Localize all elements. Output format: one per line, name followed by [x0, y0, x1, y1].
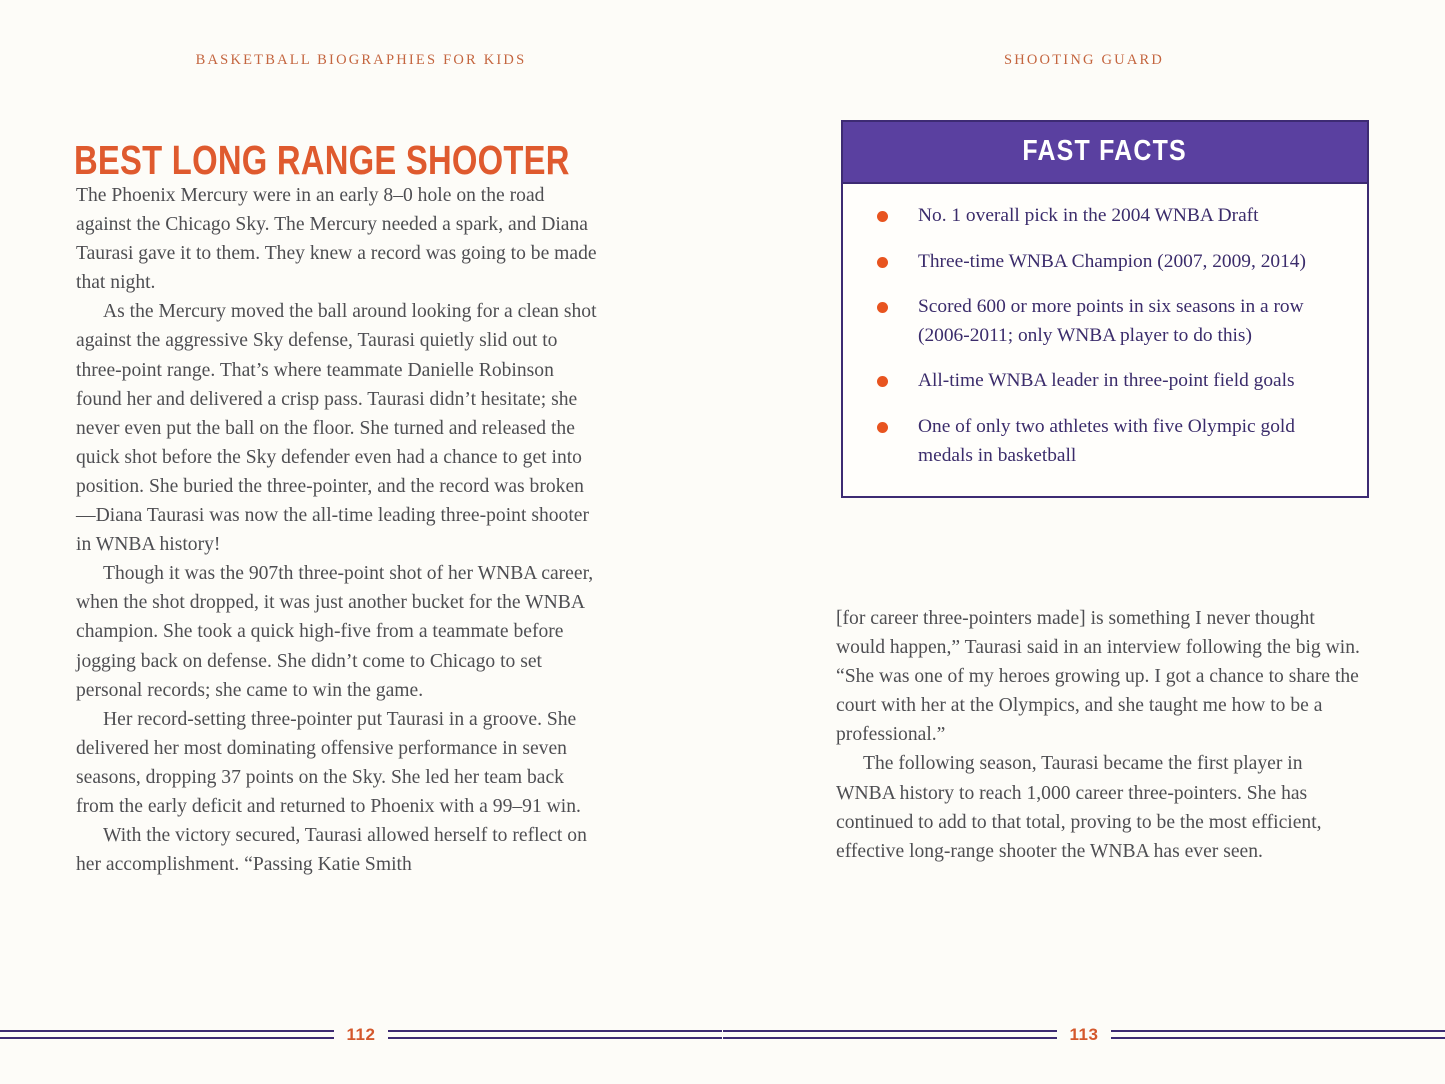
- paragraph: [for career three-pointers made] is something I never thought would happen,” Taurasi said in an interview following the big win. “She was one of my heroes growing up. I got a chance to share the court with her at the Olympics, and she taught me how to be a professional.”: [836, 608, 1360, 746]
- list-item-label: All-time WNBA leader in three-point field goals: [918, 370, 1295, 392]
- list-item: [877, 248, 1337, 277]
- footer-left: [0, 1019, 722, 1049]
- left-body-column: [76, 181, 600, 879]
- bullet-dot-icon: [877, 376, 888, 387]
- fast-facts-list: [843, 184, 1367, 496]
- paragraph: Her record-setting three-pointer put Taurasi in a groove. She delivered her most dominating offensive performance in seven seasons, dropping 37 points on the Sky. She led her team back from the early deficit and returned to Phoenix with a 99–91 win.: [76, 708, 581, 817]
- left-page: [0, 0, 722, 1084]
- paragraph: The following season, Taurasi became the first player in WNBA history to reach 1,000 career three-pointers. She has continued to add to that total, proving to be the most efficient, effective long-range shooter the WNBA has ever seen.: [836, 753, 1322, 862]
- list-item-label: Three-time WNBA Champion (2007, 2009, 2014): [918, 250, 1306, 272]
- footer-rule-right: [388, 1030, 722, 1039]
- list-item-label: No. 1 overall pick in the 2004 WNBA Draft: [918, 205, 1259, 226]
- footer-right: [723, 1019, 1445, 1049]
- footer-rule-left: [723, 1030, 1057, 1039]
- bullet-dot-icon: [877, 211, 888, 222]
- right-body-column: [836, 604, 1360, 866]
- page-number-left: 112: [346, 1024, 376, 1044]
- page-title: BEST LONG RANGE SHOOTER: [74, 137, 570, 184]
- running-head-right: SHOOTING GUARD: [1003, 52, 1165, 68]
- paragraph: As the Mercury moved the ball around looking for a clean shot against the aggressive Sky defense, Taurasi quietly slid out to three-point range. That’s where teammate Danielle Robinson found her and delivered a crisp pass. Taurasi didn’t hesitate; she never even put the ball on the floor. She turned and released the quick shot before the Sky defender even had a chance to get into position. She buried the three-pointer, and the record was broken—Diana Taurasi was now the all-time leading three-point shooter in WNBA history!: [76, 301, 597, 556]
- list-item: [877, 367, 1337, 396]
- list-item-label: One of only two athletes with five Olympic gold medals in basketball: [918, 415, 1295, 466]
- list-item: [877, 202, 1337, 231]
- bullet-dot-icon: [877, 422, 888, 433]
- running-head-left: BASKETBALL BIOGRAPHIES FOR KIDS: [195, 52, 527, 68]
- list-item-label: Scored 600 or more points in six seasons in a row (2006-2011; only WNBA player to do this): [918, 296, 1304, 346]
- footer-rule-left: [0, 1030, 334, 1039]
- paragraph: The Phoenix Mercury were in an early 8–0 hole on the road against the Chicago Sky. The Mercury needed a spark, and Diana Taurasi gave it to them. They knew a record was going to be made that night.: [76, 185, 597, 294]
- list-item: [877, 293, 1337, 350]
- paragraph: Though it was the 907th three-point shot of her WNBA career, when the shot dropped, it was just another bucket for the WNBA champion. She took a quick high-five from a teammate before jogging back on defense. She didn’t come to Chicago to set personal records; she came to win the game.: [76, 563, 594, 701]
- list-item: [877, 413, 1337, 470]
- paragraph: With the victory secured, Taurasi allowed herself to reflect on her accomplishment. “Passing Katie Smith: [76, 825, 587, 876]
- bullet-dot-icon: [877, 257, 888, 268]
- bullet-dot-icon: [877, 302, 888, 313]
- fast-facts-header: [843, 122, 1367, 184]
- fast-facts-title: FAST FACTS: [1022, 135, 1188, 167]
- page-number-right: 113: [1069, 1024, 1099, 1044]
- footer-rule-right: [1111, 1030, 1445, 1039]
- fast-facts-box: [841, 120, 1369, 498]
